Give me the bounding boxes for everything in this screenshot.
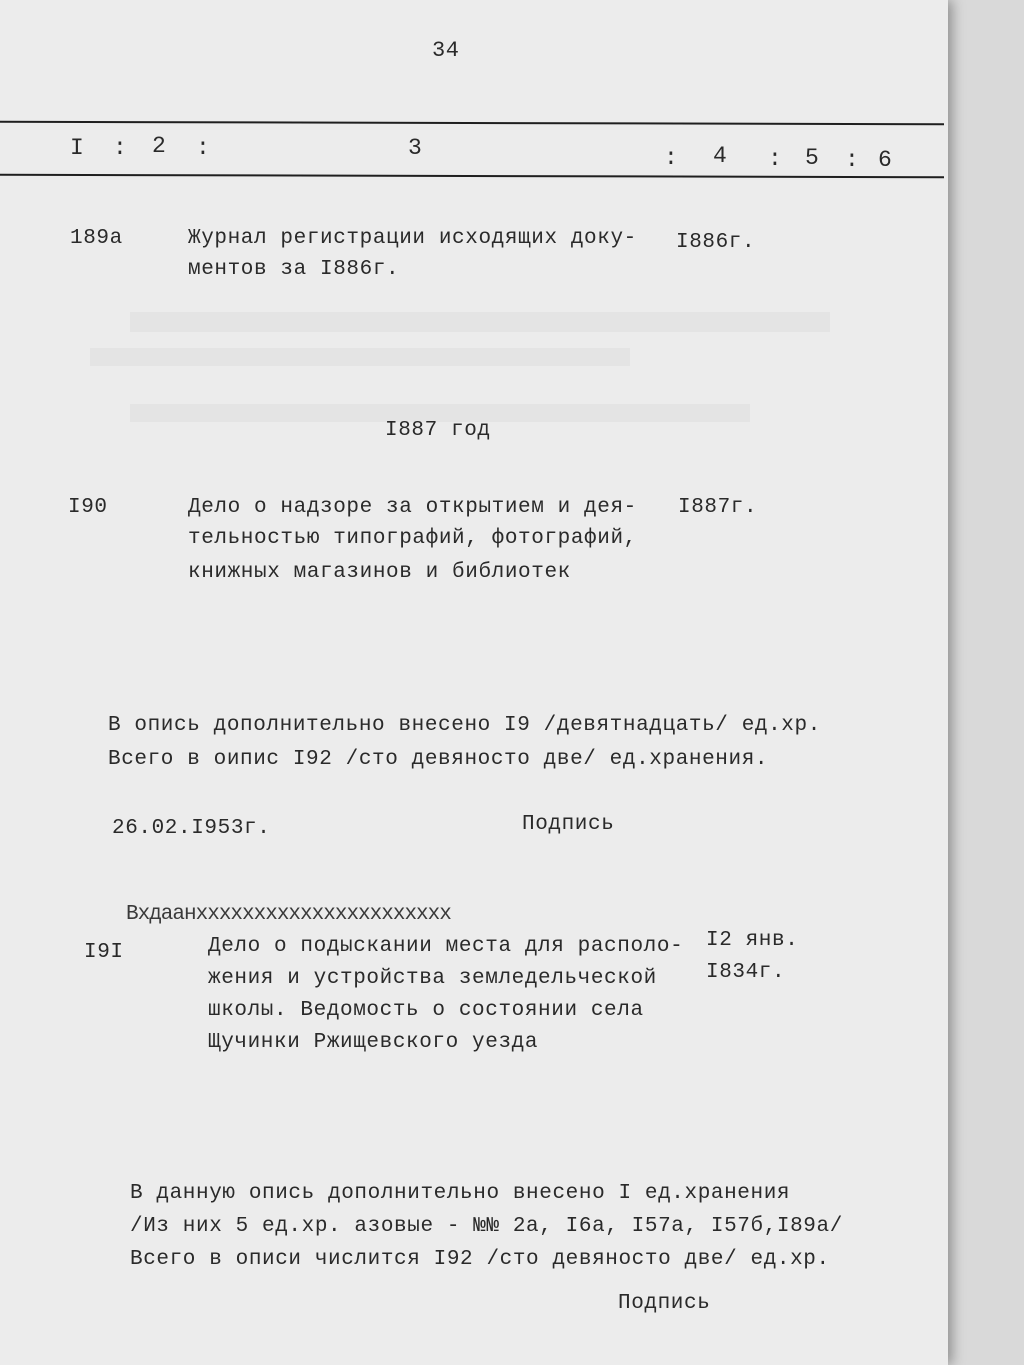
column-separator: : [196,135,211,161]
column-header: 5 [805,145,820,171]
bleed-through-mark [90,348,630,366]
header-bottom-rule [0,174,944,178]
summary-line: /Из них 5 ед.хр. азовые - №№ 2а, I6а, I57а, I57б,I89а/ [130,1215,843,1238]
column-separator: : [664,145,679,171]
column-header: 2 [152,133,167,159]
summary-line: В опись дополнительно внесено I9 /девятнадцать/ ед.хр. [108,714,821,737]
column-header: 4 [713,143,728,169]
signature-label: Подпись [522,813,615,836]
entry-title-line: тельностью типографий, фотографий, [188,527,637,550]
entry-title-line: Дело о подыскании места для располо- [208,935,684,958]
column-separator: : [845,147,860,173]
summary-line: В данную опись дополнительно внесено I ед.хранения [130,1182,791,1205]
column-header: 6 [878,147,893,173]
entry-title-line: Щучинки Ржищевского уезда [208,1031,539,1054]
underlying-page-edge [935,0,1024,1365]
summary-date: 26.02.I953г. [112,817,271,840]
page-number: 34 [432,38,460,63]
column-header: I [70,135,85,161]
bleed-through-mark [130,312,830,332]
entry-date: I886г. [676,231,756,254]
entry-date: I2 янв. [706,929,799,952]
column-header: 3 [408,135,423,161]
summary-line: Всего в оипис I92 /сто девяносто две/ ед.хранения. [108,748,769,771]
entry-date: I887г. [678,496,758,519]
entry-number: 189а [70,227,123,250]
header-top-rule [0,121,944,125]
entry-title-line: книжных магазинов и библиотек [188,561,571,584]
summary-line: Всего в описи числится I92 /сто девяносто две/ ед.хр. [130,1248,830,1271]
entry-number: I90 [68,496,108,519]
entry-title-line: жения и устройства земледельческой [208,967,657,990]
entry-title-line: Журнал регистрации исходящих доку- [188,227,637,250]
signature-label: Подпись [618,1292,711,1315]
year-heading: I887 год [385,419,491,442]
column-separator: : [113,135,128,161]
column-separator: : [768,146,783,172]
entry-title-line: школы. Ведомость о состоянии села [208,999,644,1022]
entry-number: I9I [84,941,124,964]
crossed-out-line: Вхдаанхххххххххххххххххххххх [126,903,451,926]
entry-title-line: Дело о надзоре за открытием и дея- [188,496,637,519]
entry-title-line: ментов за I886г. [188,258,400,281]
entry-date: I834г. [706,961,786,984]
